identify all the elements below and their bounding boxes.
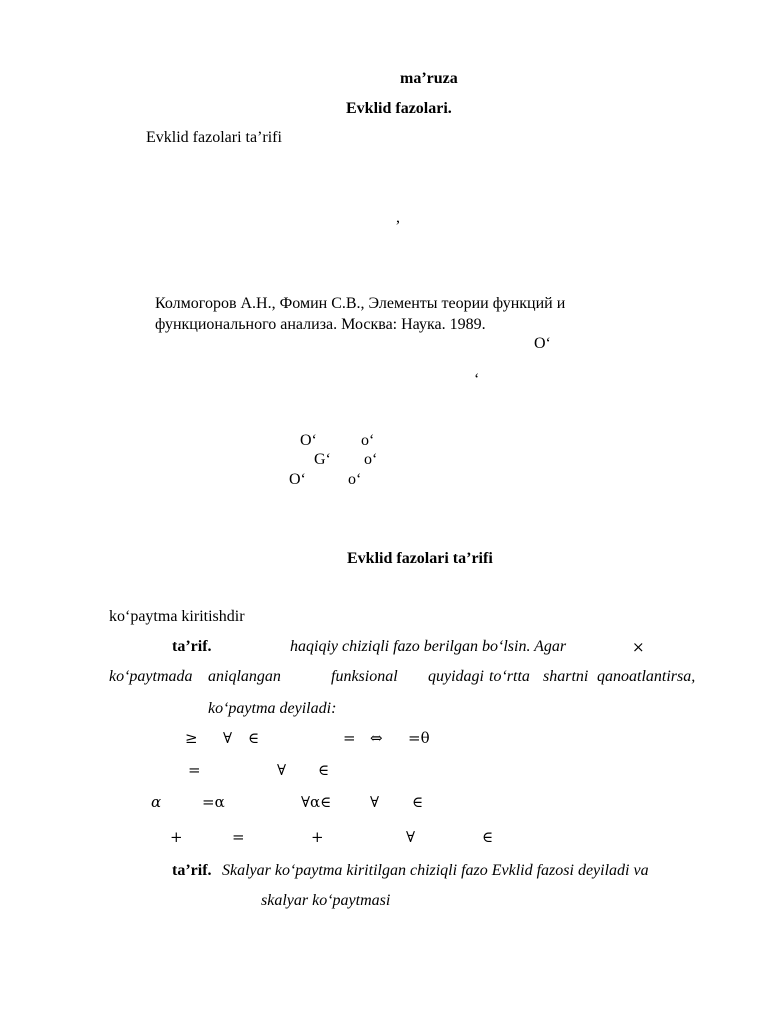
definition-1-word: to‘rtta [489, 668, 530, 685]
letter-fragment: o‘ [364, 451, 378, 468]
definition-1-word: ko‘paytmada [109, 668, 193, 685]
definition-1-word: qanoatlantirsa, [597, 668, 696, 685]
axiom-1-symbol: = [343, 729, 356, 747]
section-heading: Evklid fazolari ta’rifi [347, 550, 493, 567]
definition-2-text-2: skalyar ko‘paytmasi [261, 892, 391, 909]
axiom-3-symbol: ∀α∈ [301, 793, 332, 811]
definition-2-label: ta’rif. [172, 862, 212, 879]
letter-fragment: o‘ [361, 432, 375, 449]
definition-2-text: Skalyar ko‘paytma kiritilgan chiziqli fazo Evklid fazosi deyiladi va [222, 862, 649, 879]
o-fragment: O‘ [534, 335, 551, 352]
definition-1-text: haqiqiy chiziqli fazo berilgan bo‘lsin. Agar [290, 638, 567, 655]
apostrophe-fragment: ‘ [474, 371, 480, 388]
axiom-1-symbol: ∈ [248, 729, 260, 747]
definition-1-label: ta’rif. [172, 638, 212, 655]
definition-1-line-3: ko‘paytma deyiladi: [208, 700, 337, 717]
axiom-2-symbol: ∈ [318, 761, 330, 779]
letter-fragment: O‘ [300, 432, 317, 449]
comma-fragment: , [396, 209, 400, 226]
axiom-4-symbol: + [311, 828, 324, 846]
definition-1-word: aniqlangan [208, 668, 281, 685]
lecture-label: ma’ruza [400, 70, 458, 87]
letter-fragment: O‘ [289, 471, 306, 488]
section-intro: ko‘paytma kiritishdir [109, 608, 245, 625]
axiom-1-symbol: ∀ [223, 729, 233, 747]
axiom-4-symbol: ∈ [482, 828, 494, 846]
axiom-3-symbol: =α [202, 793, 225, 811]
axiom-4-symbol: ∀ [406, 828, 416, 846]
axiom-2-symbol: = [188, 761, 201, 779]
definition-1-word: shartni [543, 668, 589, 685]
axiom-1-symbol: ⇔ [370, 729, 383, 747]
axiom-1-symbol: =θ [408, 729, 430, 747]
reference-line-2: функционального анализа. Москва: Наука. 1989. [155, 316, 486, 333]
letter-fragment: o‘ [348, 471, 362, 488]
plan-item-1: Evklid fazolari ta’rifi [146, 129, 282, 146]
axiom-3-symbol: α [151, 793, 162, 811]
axiom-2-symbol: ∀ [277, 761, 287, 779]
letter-fragment: G‘ [314, 451, 331, 468]
document-title: Evklid fazolari. [346, 100, 452, 117]
axiom-3-symbol: ∀ [370, 793, 380, 811]
axiom-3-symbol: ∈ [412, 793, 424, 811]
axiom-4-symbol: + [170, 828, 183, 846]
definition-1-word: funksional [331, 668, 398, 685]
axiom-1-symbol: ≥ [185, 729, 198, 747]
reference-line-1: Колмогоров А.Н., Фомин С.В., Элементы теории функций и [155, 295, 566, 312]
times-symbol: × [632, 638, 645, 656]
axiom-4-symbol: = [232, 828, 245, 846]
definition-1-word: quyidagi [428, 668, 484, 685]
